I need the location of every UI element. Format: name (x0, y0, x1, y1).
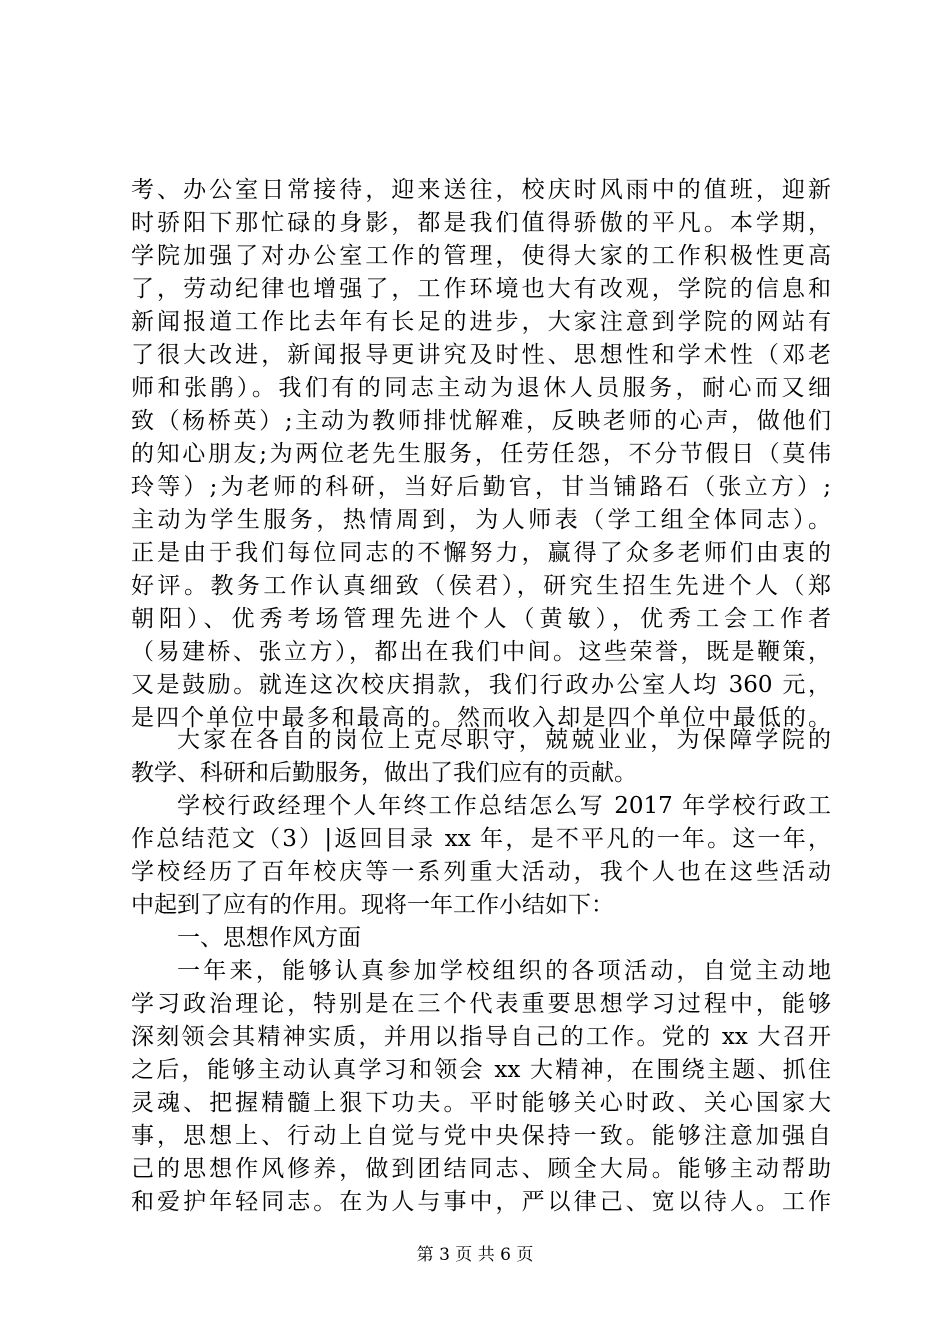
text-line: 深刻领会其精神实质，并用以指导自己的工作。党的 xx 大召开 (131, 1024, 831, 1050)
text-line: 好评。教务工作认真细致（侯君），研究生招生先进个人（郑 (131, 573, 831, 599)
text-line: （易建桥、张立方），都出在我们中间。这些荣誉，既是鞭策， (131, 639, 831, 665)
text-line: 作总结范文（3）|返回目录 xx 年，是不平凡的一年。这一年， (131, 826, 831, 852)
text-line: 和爱护年轻同志。在为人与事中，严以律己、宽以待人。工作 (131, 1189, 831, 1215)
text-line: 了很大改进，新闻报导更讲究及时性、思想性和学术性（邓老 (131, 342, 831, 368)
text-line: 新闻报道工作比去年有长足的进步，大家注意到学院的网站有 (131, 309, 831, 335)
text-line: 时骄阳下那忙碌的身影，都是我们值得骄傲的平凡。本学期， (131, 210, 831, 236)
text-line: 学院加强了对办公室工作的管理，使得大家的工作积极性更高 (131, 243, 831, 269)
text-line: 又是鼓励。就连这次校庆捐款，我们行政办公室人均 360 元， (131, 672, 831, 698)
text-line: 一年来，能够认真参加学校组织的各项活动，自觉主动地 (177, 958, 831, 984)
page-number-footer: 第 3 页 共 6 页 (416, 1245, 534, 1265)
text-line: 主动为学生服务，热情周到，为人师表（学工组全体同志）。 (131, 507, 831, 533)
text-line: 玲等）;为老师的科研，当好后勤官，甘当铺路石（张立方）; (131, 474, 831, 500)
text-line: 正是由于我们每位同志的不懈努力，赢得了众多老师们由衷的 (131, 540, 831, 566)
text-line: 灵魂、把握精髓上狠下功夫。平时能够关心时政、关心国家大 (131, 1090, 831, 1116)
paragraph-block-1 (131, 174, 831, 735)
text-line: 教学、科研和后勤服务，做出了我们应有的贡献。 (131, 760, 637, 786)
text-line: 大家在各自的岗位上克尽职守，兢兢业业，为保障学院的 (177, 727, 831, 753)
text-line: 师和张鹃）。我们有的同志主动为退休人员服务，耐心而又细 (131, 375, 831, 401)
text-line: 之后，能够主动认真学习和领会 xx 大精神，在围绕主题、抓住 (131, 1057, 831, 1083)
text-line: 朝阳）、优秀考场管理先进个人（黄敏），优秀工会工作者 (131, 606, 831, 632)
text-line: 考、办公室日常接待，迎来送往，校庆时风雨中的值班，迎新 (131, 177, 831, 203)
text-line: 己的思想作风修养，做到团结同志、顾全大局。能够主动帮助 (131, 1156, 831, 1182)
text-line: 了，劳动纪律也增强了，工作环境也大有改观，学院的信息和 (131, 276, 831, 302)
text-line: 事，思想上、行动上自觉与党中央保持一致。能够注意加强自 (131, 1123, 831, 1149)
text-line: 学习政治理论，特别是在三个代表重要思想学习过程中，能够 (131, 991, 831, 1017)
text-line: 学校经历了百年校庆等一系列重大活动，我个人也在这些活动 (131, 859, 831, 885)
text-line: 是四个单位中最多和最高的。然而收入却是四个单位中最低的。 (131, 705, 831, 731)
text-line: 致（杨桥英）;主动为教师排忧解难，反映老师的心声，做他们 (131, 408, 831, 434)
text-line: 中起到了应有的作用。现将一年工作小结如下： (131, 892, 614, 918)
text-line: 的知心朋友;为两位老先生服务，任劳任怨，不分节假日（莫伟 (131, 441, 831, 467)
paragraph-block-2 (131, 724, 831, 1219)
section-heading: 一、思想作风方面 (177, 925, 361, 951)
text-line: 学校行政经理个人年终工作总结怎么写 2017 年学校行政工 (177, 793, 831, 819)
